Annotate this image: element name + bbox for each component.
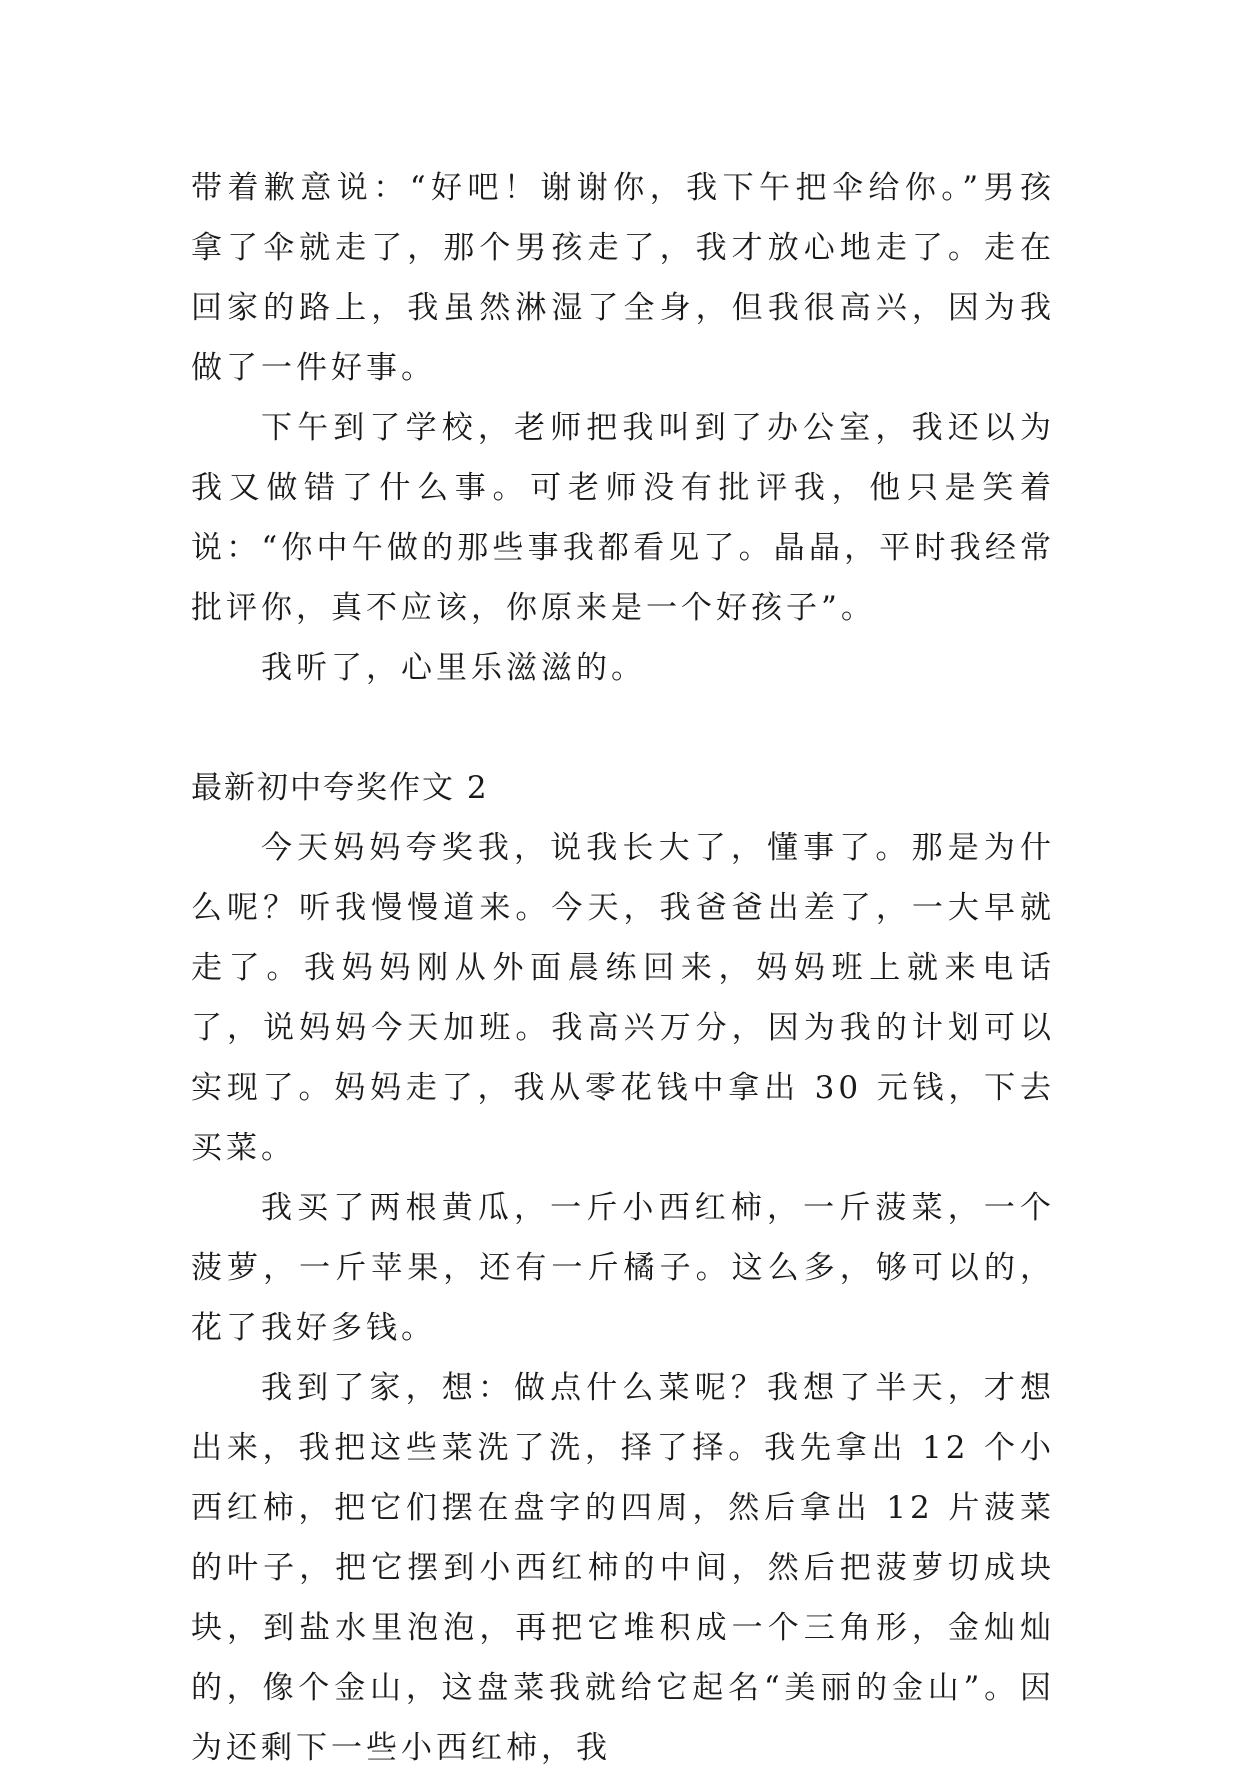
paragraph: 我买了两根黄瓜，一斤小西红柿，一斤菠菜，一个菠萝，一斤苹果，还有一斤橘子。这么多，够可以的，花了我好多钱。 xyxy=(191,1190,1055,1346)
paragraph: 今天妈妈夸奖我，说我长大了，懂事了。那是为什么呢？听我慢慢道来。今天，我爸爸出差了，一大早就走了。我妈妈刚从外面晨练回来，妈妈班上就来电话了，说妈妈今天加班。我高兴万分，因为我的计划可以实现了。妈妈走了，我从零花钱中拿出 30 元钱，下去买菜。 xyxy=(191,830,1055,1166)
paragraph: 我到了家，想：做点什么菜呢？我想了半天，才想出来，我把这些菜洗了洗，择了择。我先拿出 12 个小西红柿，把它们摆在盘字的四周，然后拿出 12 片菠菜的叶子，把它摆到小西红柿的中间，然后把菠萝切成块块，到盐水里泡泡，再把它堆积成一个三角形，金灿灿的，像个金山，这盘菜我就给它起名“美丽的金山”。因为还剩下一些小西红柿，我 xyxy=(191,1370,1055,1766)
paragraph: 带着歉意说：“好吧！谢谢你，我下午把伞给你。”男孩拿了伞就走了，那个男孩走了，我才放心地走了。走在回家的路上，我虽然淋湿了全身，但我很高兴，因为我做了一件好事。 xyxy=(191,170,1055,386)
paragraph: 我听了，心里乐滋滋的。 xyxy=(261,650,646,686)
paragraph: 下午到了学校，老师把我叫到了办公室，我还以为我又做错了什么事。可老师没有批评我，他只是笑着说：“你中午做的那些事我都看见了。晶晶，平时我经常批评你，真不应该，你原来是一个好孩子”。 xyxy=(191,410,1055,626)
document-body xyxy=(191,158,1055,1778)
section-title: 最新初中夸奖作文 2 xyxy=(191,770,489,806)
